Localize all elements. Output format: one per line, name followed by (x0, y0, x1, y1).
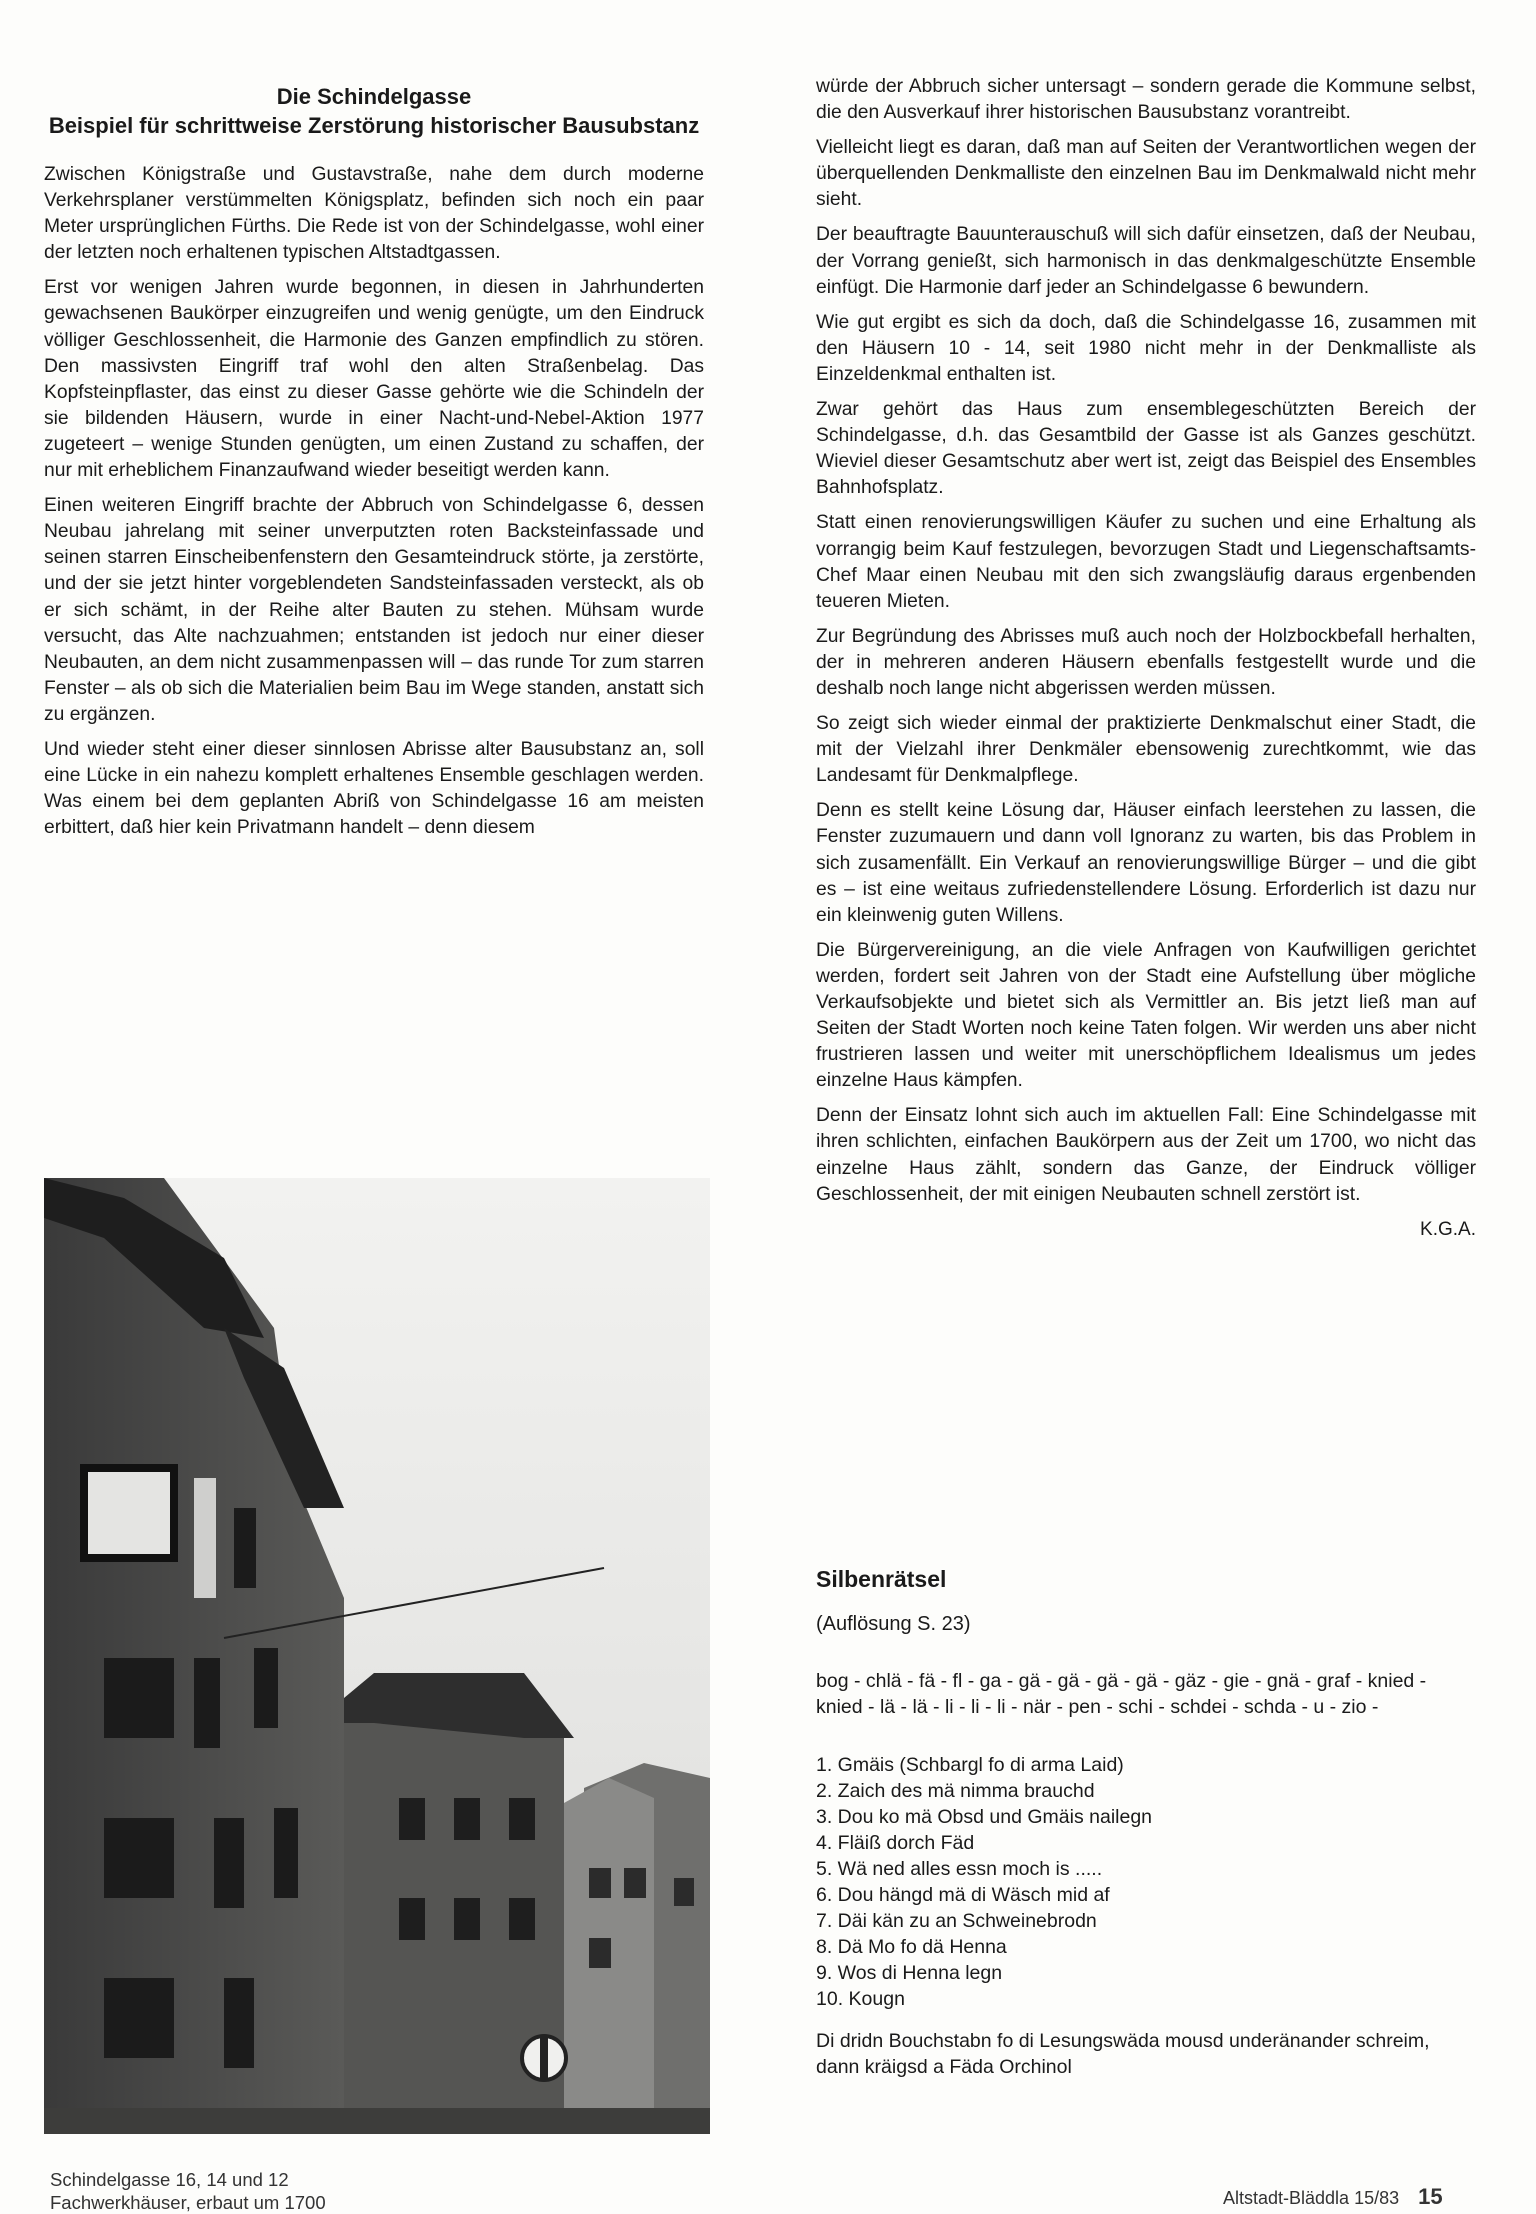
article-left-column (44, 82, 704, 850)
article-paragraph: Die Bürgervereinigung, an die viele Anfragen von Kaufwilligen gerichtet werden, fordert seit Jahren von der Stadt eine Aufstellung über mögliche Verkaufsobjekte und bietet sich als Vermittler an. Bis jetzt ließ man auf Seiten der Stadt Worten noch keine Taten folgen. Wir werden uns aber nicht frustrieren lassen und weiter mit unerschöpflichem Idealismus um jedes einzelne Haus kämpfen. (816, 939, 1476, 1092)
publication-name: Altstadt-Bläddla 15/83 (1223, 2188, 1400, 2208)
article-paragraph: Denn der Einsatz lohnt sich auch im aktuellen Fall: Eine Schindelgasse mit ihren schlichten, einfachen Baukörpern aus der Zeit um 1700, wo nicht das einzelne Haus zählt, sondern das Ganze, der Eindruck völliger Geschlossenheit, der mit einigen Neubauten schnell zerstört ist. (816, 1105, 1476, 1205)
article-paragraph: So zeigt sich wieder einmal der praktizierte Denkmalschut einer Stadt, die mit der Vielzahl ihrer Denkmäler ebensowenig zurechtkommt, wie das Landesamt für Denkmalpflege. (816, 713, 1476, 787)
puzzle-clue: 10. Kougn (816, 1988, 905, 2010)
page-number: 15 (1418, 2184, 1443, 2209)
puzzle-clue-list (816, 1752, 1476, 2012)
article-paragraph: Der beauftragte Bauunterauschuß will sich dafür einsetzen, daß der Neubau, der Vorrang genießt, sich harmonisch in das denkmalgeschützte Ensemble einfügt. Die Harmonie darf jeder an Schindelgasse 6 bewundern. (816, 224, 1476, 298)
article-paragraph: Zwar gehört das Haus zum ensemblegeschützten Bereich der Schindelgasse, d.h. das Gesamtbild der Gasse ist als Ganzes geschützt. Wieviel dieser Gesamtschutz aber wert ist, zeigt das Beispiel des Ensembles Bahnhofsplatz. (816, 399, 1476, 499)
page-footer (1223, 2184, 1443, 2210)
puzzle-instructions: Di dridn Bouchstabn fo di Lesungswäda mousd underänander schreim, dann kräigsd a Fäda Orchinol (816, 2030, 1430, 2078)
article-title: Die Schindelgasse (276, 84, 472, 109)
puzzle-clue: 6. Dou hängd mä di Wäsch mid af (816, 1884, 1110, 1906)
puzzle-clue: 4. Fläiß dorch Fäd (816, 1832, 975, 1854)
article-title-block (44, 82, 704, 140)
puzzle-clue: 9. Wos di Henna legn (816, 1962, 1003, 1984)
article-paragraph: Zur Begründung des Abrisses muß auch noch der Holzbockbefall herhalten, der in mehreren anderen Häusern ebenfalls festgestellt wurde und die deshalb noch lange nicht abgerissen werden müssen. (816, 625, 1476, 699)
syllable-puzzle (816, 1564, 1476, 2080)
author-signature: K.G.A. (1420, 1218, 1476, 1240)
article-paragraph: würde der Abbruch sicher untersagt – sondern gerade die Kommune selbst, die den Ausverkauf ihrer historischen Bausubstanz vorantreibt. (816, 76, 1476, 124)
article-paragraph: Erst vor wenigen Jahren wurde begonnen, in diesen in Jahrhunderten gewachsenen Baukörper einzugreifen und wenig genügte, um den Eindruck völliger Geschlossenheit, die Harmonie des Ganzen empfindlich zu stören. Den massivsten Eingriff traf wohl den alten Straßenbelag. Das Kopfsteinpflaster, das einst zu dieser Gasse gehörte wie die Schindeln der sie bildenden Häusern, wurde in einer Nacht-und-Nebel-Aktion 1977 zugeteert – wenige Stunden genügten, um einen Zustand zu schaffen, der nur mit erheblichem Finanzaufwand wieder beseitigt werden kann. (44, 277, 704, 482)
puzzle-clue: 8. Dä Mo fo dä Henna (816, 1936, 1007, 1958)
street-photo (44, 1178, 710, 2134)
article-paragraph: Einen weiteren Eingriff brachte der Abbruch von Schindelgasse 6, dessen Neubau jahrelang mit seiner unverputzten roten Backsteinfassade und seinen starren Einscheibenfenstern den Gesamteindruck störte, ja zerstörte, und der sie jetzt hinter vorgeblendeten Sandsteinfassaden versteckt, als ob er sich schämt, in der Reihe alter Bauten zu stehen. Mühsam wurde versucht, das Alte nachzuahmen; entstanden ist jedoch nur einer dieser Neubauten, an dem nicht zusammenpassen will – das runde Tor zum starren Fenster – als ob sich die Materialien beim Bau im Wege standen, anstatt sich zu ergänzen. (44, 495, 704, 725)
puzzle-clue: 3. Dou ko mä Obsd und Gmäis nailegn (816, 1806, 1153, 1828)
puzzle-syllables: bog - chlä - fä - fl - ga - gä - gä - gä - gä - gäz - gie - gnä - graf - knied - knied - lä - lä - li - li - li - när - pen - schi - schdei - schda - u - zio - (816, 1670, 1427, 1718)
puzzle-clue: 5. Wä ned alles essn moch is ..... (816, 1858, 1103, 1880)
puzzle-clue: 7. Däi kän zu an Schweinebrodn (816, 1910, 1097, 1932)
article-paragraph: Vielleicht liegt es daran, daß man auf Seiten der Verantwortlichen wegen der überquellenden Denkmalliste den einzelnen Bau im Denkmalwald nicht mehr sieht. (816, 137, 1476, 211)
photo-caption (50, 2168, 326, 2214)
puzzle-clue: 1. Gmäis (Schbargl fo di arma Laid) (816, 1754, 1124, 1776)
street-photo-illustration (44, 1178, 710, 2134)
article-subtitle: Beispiel für schrittweise Zerstörung historischer Bausubstanz (48, 113, 700, 138)
photo-caption-line: Fachwerkhäuser, erbaut um 1700 (50, 2192, 326, 2213)
article-paragraph: Statt einen renovierungswilligen Käufer zu suchen und eine Erhaltung als vorrangig beim Kauf festzulegen, bevorzugen Stadt und Liegenschaftsamts-Chef Maar einen Neubau mit den sich zwangsläufig daraus ergenbenden teueren Mieten. (816, 512, 1476, 612)
article-paragraph: Denn es stellt keine Lösung dar, Häuser einfach leerstehen zu lassen, die Fenster zuzumauern und dann voll Ignoranz zu warten, bis das Problem in sich zusamenfällt. Ein Verkauf an renovierungswillige Bürger – und die gibt es – ist eine weitaus zufriedenstellendere Lösung. Erforderlich ist dazu nur ein kleinwenig guten Willens. (816, 800, 1476, 926)
puzzle-clue: 2. Zaich des mä nimma brauchd (816, 1780, 1095, 1802)
puzzle-solution-ref: (Auflösung S. 23) (816, 1613, 971, 1635)
article-paragraph: Und wieder steht einer dieser sinnlosen Abrisse alter Bausubstanz an, soll eine Lücke in ein nahezu komplett erhaltenes Ensemble geschlagen werden. Was einem bei dem geplanten Abriß von Schindelgasse 16 am meisten erbittert, daß hier kein Privatmann handelt – denn diesem (44, 738, 704, 839)
article-paragraph: Zwischen Königstraße und Gustavstraße, nahe dem durch moderne Verkehrsplaner verstümmelten Königsplatz, befinden sich noch ein paar Meter ursprünglichen Fürths. Die Rede ist von der Schindelgasse, wohl einer der letzten noch erhaltenen typischen Altstadtgassen. (44, 164, 704, 264)
article-right-column (816, 74, 1476, 1243)
photo-caption-line: Schindelgasse 16, 14 und 12 (50, 2169, 289, 2190)
puzzle-heading: Silbenrätsel (816, 1566, 947, 1592)
article-paragraph: Wie gut ergibt es sich da doch, daß die Schindelgasse 16, zusammen mit den Häusern 10 - 14, seit 1980 nicht mehr in der Denkmalliste als Einzeldenkmal enthalten ist. (816, 311, 1476, 385)
